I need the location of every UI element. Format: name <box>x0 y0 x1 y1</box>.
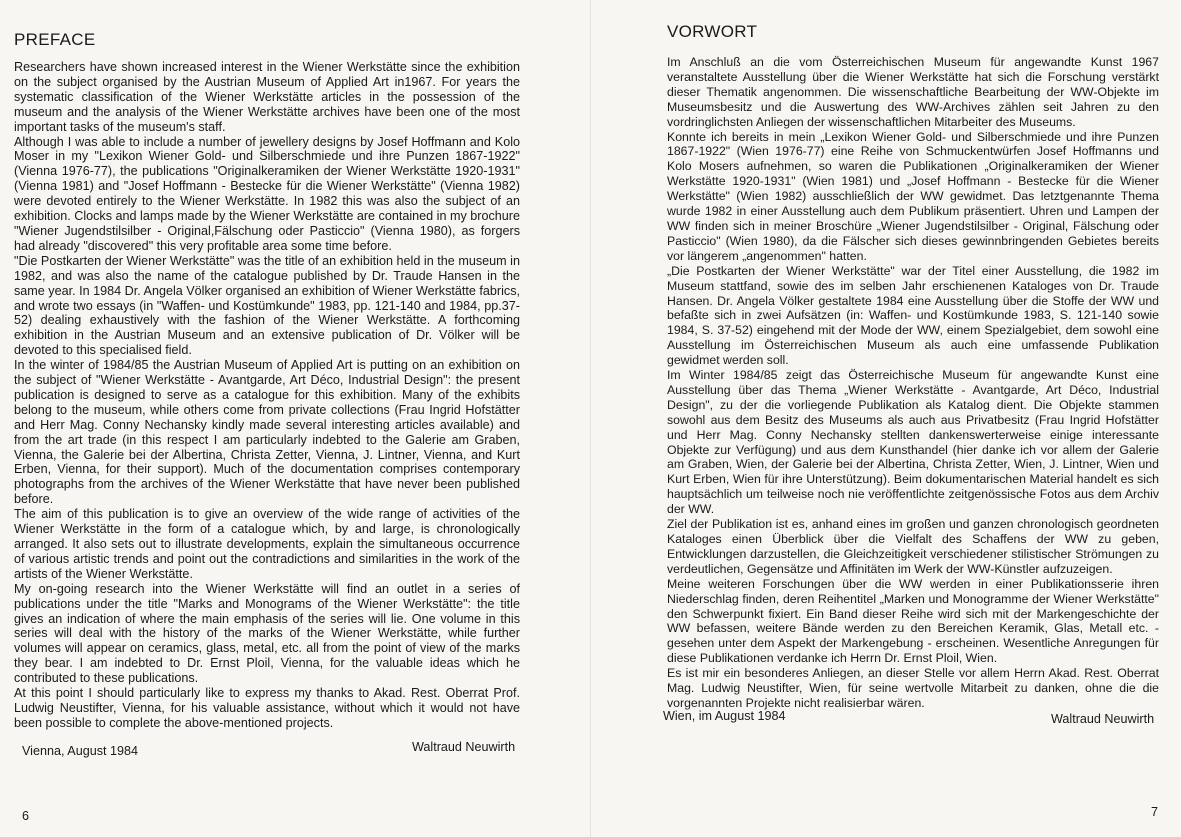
paragraph: Researchers have shown increased interest in the Wiener Werkstätte since the exhibition on the subject organised by the Austrian Museum of Applied Art in1967. For years the systematic classification of the Wiener Werkstätte articles in the possession of the museum and the analysis of the Wiener Werkstätte archives have been one of the most important tasks of the museum's staff. <box>14 60 520 134</box>
preface-body <box>14 60 520 731</box>
paragraph: Meine weiteren Forschungen über die WW werden in einer Publikationsserie ihren Niederschlag finden, deren Reihentitel „Marken und Monogramme der Wiener Werkstätte" den Schwerpunkt fixiert. Ein Band dieser Reihe wird sich mit der Markengeschichte der WW befassen, weitere Bände werden zu den Bereichen Keramik, Glas, Metall etc. - gesehen unter dem Aspekt der Markengebung - erscheinen. Wesentliche Anregungen für diese Publikationen verdanke ich Herrn Dr. Ernst Ploil, Wien. <box>667 576 1159 666</box>
paragraph: Ziel der Publikation ist es, anhand eines im großen und ganzen chronologisch geordneten Kataloges einen Überblick über die Vielfalt des Schaffens der WW zu geben, Entwicklungen darzustellen, die Gleichzeitigkeit verschiedener stilistischer Strömungen zu verdeutlichen, Gegensätze und Affinitäten im Werk der WW-Künstler aufzuzeigen. <box>667 517 1159 576</box>
page-number: 7 <box>1151 805 1159 819</box>
paragraph: Konnte ich bereits in mein „Lexikon Wiener Gold- und Silberschmiede und ihre Punzen 1867-1922" (Wien 1976-77) eine Reihe von Schmuckentwürfen Josef Hoffmanns und Kolo Mosers aufnehmen, so waren die Publikationen „Originalkeramiken der Wiener Werkstätte 1920-1931" (Wien 1981) und „Josef Hoffmann - Bestecke für die Wiener Werkstätte" (Wien 1982) ausschließlich der WW gewidmet. Das letztgenannte Thema wurde 1982 in einer Ausstellung auch dem Publikum präsentiert. Uhren und Lampen der WW finden sich in meiner Broschüre „Wiener Jugendstilsilber - Original, Fälschung oder Pasticcio" (Wien 1980), da die Fälscher sich dieses gewinnbringenden Gebietes bereits vor längerem „angenommen" hatten. <box>667 129 1159 263</box>
paragraph: Although I was able to include a number of jewellery designs by Josef Hoffmann and Kolo Moser in my "Lexikon Wiener Gold- und Silberschmiede und ihre Punzen 1867-1922" (Vienna 1976-77), the publications "Originalkeramiken der Wiener Werkstätte 1920-1931" (Vienna 1981) and "Josef Hoffmann - Bestecke für die Wiener Werkstätte" (Vienna 1982) were devoted entirely to the Wiener Werkstätte. In 1982 this was also the subject of an exhibition. Clocks and lamps made by the Wiener Werkstätte are contained in my brochure "Wiener Jugendstilsilber - Original,Fälschung oder Pasticcio" (Vienna 1980), as forgers had already "discovered" this very profitable area some time before. <box>14 134 520 253</box>
paragraph: My on-going research into the Wiener Werkstätte will find an outlet in a series of publications under the title "Marks and Monograms of the Wiener Werkstätte": the title gives an indication of where the main emphasis of the series will lie. One volume in this series will deal with the history of the marks of the Wiener Werkstätte, while further volumes will appear on ceramics, glass, metal, etc. all from the point of view of the marks they bear. I am indebted to Dr. Ernst Ploil, Vienna, for the valuable ideas which he contributed to these publications. <box>14 581 520 686</box>
page-title: VORWORT <box>667 22 758 41</box>
page-title: PREFACE <box>14 30 96 49</box>
paragraph: Im Anschluß an die vom Österreichischen Museum für angewandte Kunst 1967 veranstaltete Ausstellung über die Wiener Werkstätte hat sich die Forschung verstärkt dieser Thematik angenommen. Die wissenschaftliche Bearbeitung der WW-Objekte im Museumsbesitz und die Auswertung des WW-Archives zählen seit Jahren zu den vordringlichsten Anliegen der wissenschaftlichen Mitarbeiter des Museums. <box>667 55 1159 129</box>
vorwort-body <box>667 55 1159 711</box>
right-page-german <box>590 0 1181 837</box>
author-signature: Waltraud Neuwirth <box>1051 712 1155 726</box>
paragraph: Im Winter 1984/85 zeigt das Österreichische Museum für angewandte Kunst eine Ausstellung über das Thema „Wiener Werkstätte - Avantgarde, Art Déco, Industrial Design", zu der die vorliegende Publikation als Katalog dient. Die Objekte stammen sowohl aus dem Besitz des Museums als auch aus Privatbesitz (Frau Ingrid Hofstätter und Herr Mag. Conny Nechansky stellten dankenswerterweise einige interessante Objekte zur Verfügung) und aus dem Kunsthandel (hier danke ich vor allem der Galerie am Graben, Wien, der Galerie bei der Albertina, Christa Zetter, Wien, J. Lintner, Wien und Kurt Erben, Wien für ihre Unterstützung). Beim dokumentarischen Material handelt es sich hauptsächlich um teilweise noch nie veröffentlichte zeitgenössische Fotos aus dem Archiv der WW. <box>667 368 1159 517</box>
page-number: 6 <box>22 809 30 823</box>
paragraph: In the winter of 1984/85 the Austrian Museum of Applied Art is putting on an exhibition on the subject of "Wiener Werkstätte - Avantgarde, Art Déco, Industrial Design": the present publication is designed to serve as a catalogue for this exhibition. Many of the exhibits belong to the museum, while others come from private collections (Frau Ingrid Hofstätter and Herr Mag. Conny Nechansky kindly made several interesting articles available) and from the art trade (in this respect I am particularly indebted to the Galerie am Graben, Vienna, the Galerie bei der Albertina, Christa Zetter, Vienna, J. Lintner, Vienna, and Kurt Erben, Vienna, for their support). Much of the documentation comprises contemporary photographs from the archives of the Wiener Werkstätte that have never been published before. <box>14 358 520 507</box>
left-page-english <box>0 0 590 837</box>
author-signature: Waltraud Neuwirth <box>412 740 516 754</box>
paragraph: „Die Postkarten der Wiener Werkstätte" war der Titel einer Ausstellung, die 1982 im Museum stattfand, sowie des im selben Jahr erschienenen Kataloges von Dr. Traude Hansen. Dr. Angela Völker gestaltete 1984 eine Ausstellung über die Stoffe der WW und befaßte sich in zwei Aufsätzen (in: Waffen- und Kostümkunde 1983, S. 121-140 sowie 1984, S. 37-52) eingehend mit der Mode der WW, einem Spezialgebiet, dem sowohl eine Ausstellung im Österreichischen Museum als auch eine umfassende Publikation gewidmet werden soll. <box>667 263 1159 368</box>
place-date: Vienna, August 1984 <box>22 744 139 758</box>
place-date: Wien, im August 1984 <box>663 709 786 723</box>
paragraph: "Die Postkarten der Wiener Werkstätte" was the title of an exhibition held in the museum in 1982, and was also the name of the catalogue published by Dr. Traude Hansen in the same year. In 1984 Dr. Angela Völker organised an exhibition of Wiener Werkstätte fabrics, and wrote two essays (in "Waffen- und Kostümkunde" 1983, pp. 121-140 and 1984, pp.37-52) dealing exhaustively with the fashion of the Wiener Werkstätte. A forthcoming exhibition in the Austrian Museum and an extensive publication of Dr. Völker will be devoted to this specialised field. <box>14 253 520 358</box>
paragraph: At this point I should particularly like to express my thanks to Akad. Rest. Oberrat Prof. Ludwig Neustifter, Vienna, for his valuable assistance, without which it would not have been possible to complete the above-mentioned projects. <box>14 686 520 730</box>
paragraph: The aim of this publication is to give an overview of the wide range of activities of the Wiener Werkstätte in the form of a catalogue which, by and large, is chronologically arranged. It also sets out to illustrate developments, explain the simultaneous occurrence of various artistic trends and point out the contradictions and similarities in the work of the artists of the Wiener Werkstätte. <box>14 507 520 581</box>
paragraph: Es ist mir ein besonderes Anliegen, an dieser Stelle vor allem Herrn Akad. Rest. Oberrat Mag. Ludwig Neustifter, Wien, für seine wertvolle Mitarbeit zu danken, ohne die die vorgenannten Projekte nicht realisierbar wären. <box>667 666 1159 710</box>
